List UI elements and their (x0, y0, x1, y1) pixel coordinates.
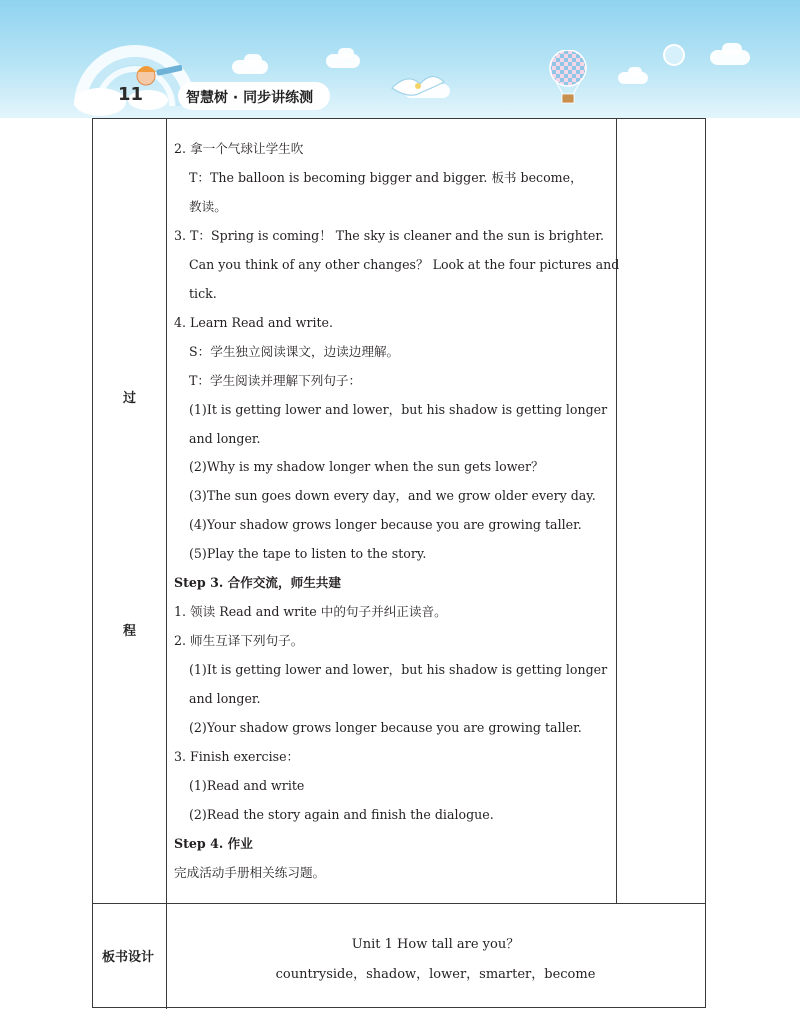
cloud-decoration (338, 48, 354, 58)
bird-decoration-icon (388, 66, 448, 106)
content-line: tick. (189, 285, 217, 301)
hot-air-balloon-icon (548, 50, 588, 110)
content-line: (4)Your shadow grows longer because you are growing taller. (189, 517, 582, 533)
page-header (0, 0, 800, 118)
content-line: (5)Play the tape to listen to the story. (189, 546, 427, 562)
process-label-top: 过 (123, 391, 137, 406)
content-line: 2. 拿一个气球让学生吹 (174, 141, 304, 156)
content-line: (2)Your shadow grows longer because you are growing taller. (189, 720, 582, 735)
content-line: 2. 师生互译下列句子。 (174, 633, 304, 649)
board-design-label: 板书设计 (102, 950, 155, 965)
content-line: (1)It is getting lower and lower，but his shadow is getting longer (189, 401, 608, 417)
content-line: (1)Read and write (189, 777, 305, 793)
page-number: 11 (118, 84, 144, 105)
content-line: 完成活动手册相关练习题。 (174, 864, 326, 880)
content-line: T：学生阅读并理解下列句子： (189, 372, 362, 388)
lesson-table (92, 118, 706, 1008)
content-line: 3. T：Spring is coming！ The sky is cleaner and the sun is brighter. (174, 227, 605, 243)
content-line: 教读。 (189, 198, 227, 214)
content-line: 3. Finish exercise： (174, 748, 300, 764)
content-line: and longer. (189, 430, 261, 446)
cloud-decoration (722, 43, 742, 55)
process-label-bottom: 程 (123, 624, 137, 639)
column-divider (166, 119, 167, 1009)
board-unit-title: Unit 1 How tall are you？ (351, 937, 520, 952)
book-title: 智慧树 · 同步讲练测 (186, 90, 314, 106)
content-line: (1)It is getting lower and lower，but his shadow is getting longer (189, 662, 608, 678)
content-line: and longer. (189, 691, 261, 707)
content-line: 4. Learn Read and write. (174, 314, 334, 330)
board-vocabulary: countryside，shadow，lower，smarter，become (275, 967, 596, 982)
column-divider (616, 119, 617, 903)
board-content (166, 903, 705, 1007)
content-line: S：学生独立阅读课文，边读边理解。 (189, 343, 400, 359)
sun-icon (663, 44, 685, 66)
step-heading: Step 3. 合作交流，师生共建 (174, 575, 341, 591)
content-line: (2)Read the story again and finish the dialogue. (189, 806, 494, 822)
content-line: T：The balloon is becoming bigger and bigger. 板书 become， (189, 169, 583, 185)
content-line: (3)The sun goes down every day，and we grow older every day. (189, 488, 596, 504)
content-line: 1. 领读 Read and write 中的句子并纠正读音。 (174, 604, 447, 620)
content-line: Can you think of any other changes？ Look at the four pictures and (189, 256, 620, 272)
content-line: (2)Why is my shadow longer when the sun gets lower？ (189, 459, 544, 475)
cloud-decoration (628, 67, 642, 76)
step-heading: Step 4. 作业 (174, 835, 253, 851)
cloud-decoration (244, 54, 262, 66)
